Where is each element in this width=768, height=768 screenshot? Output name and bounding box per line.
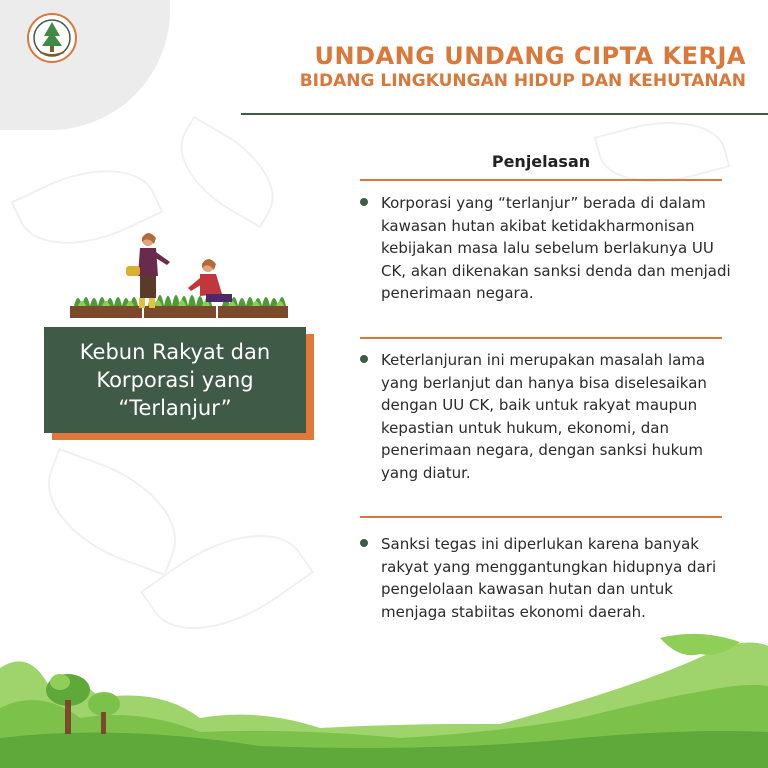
list-item xyxy=(360,349,732,484)
page-header xyxy=(300,42,746,92)
list-item-text: Sanksi tegas ini diperlukan karena banyak rakyat yang menggantungkan hidupnya dari pengelolaan kawasan hutan dan untuk menjaga stabiitas ekonomi daerah. xyxy=(381,535,717,621)
item-divider xyxy=(360,337,722,339)
bullet-dot-icon xyxy=(360,198,368,206)
item-divider xyxy=(360,516,722,518)
bullet-dot-icon xyxy=(360,355,368,363)
list-item xyxy=(360,192,732,305)
explanation-divider xyxy=(360,179,722,181)
explanation-title: Penjelasan xyxy=(491,152,591,171)
topic-box xyxy=(44,327,306,433)
list-item xyxy=(360,533,732,623)
list-item-text: Korporasi yang “terlanjur” berada di dalam kawasan hutan akibat ketidakharmonisan kebijakan masa lalu sebelum berlakunya UU CK, akan dikenakan sanksi denda dan menjadi penerimaan negara. xyxy=(381,194,731,302)
farmers-garden-illustration xyxy=(66,226,292,322)
background-leaf xyxy=(162,116,293,228)
header-title: UNDANG UNDANG CIPTA KERJA xyxy=(314,42,746,70)
header-subtitle: BIDANG LINGKUNGAN HIDUP DAN KEHUTANAN xyxy=(299,71,746,91)
header-divider xyxy=(241,113,768,115)
topic-label: Kebun Rakyat dan Korporasi yang “Terlanjur” xyxy=(79,340,271,420)
bullet-dot-icon xyxy=(360,539,368,547)
background-leaf xyxy=(30,448,194,576)
ministry-logo-icon xyxy=(26,12,78,64)
list-item-text: Keterlanjuran ini merupakan masalah lama yang berlanjut dan hanya bisa diselesaikan dengan UU CK, baik untuk rakyat maupun kepastian untuk hukum, ekonomi, dan penerimaan negara, dengan sanksi hukum yang diatur. xyxy=(381,351,707,482)
tree-icon xyxy=(40,668,130,738)
